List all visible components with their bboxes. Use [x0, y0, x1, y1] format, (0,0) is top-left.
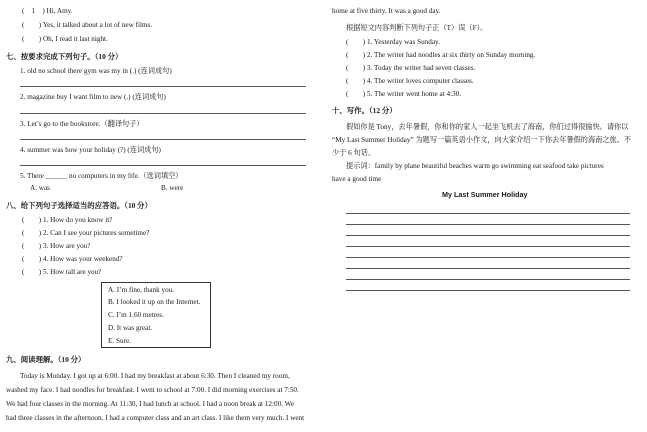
sec7-question-4: 4. summer was how your holiday (?) (连词成句) — [20, 146, 161, 154]
sec7-question-5: 5. There ______ no computers in my life.（选词填空） — [20, 172, 183, 180]
response-options-box — [101, 282, 211, 348]
answer-line — [20, 139, 306, 140]
sec7-question-3: 3. Let’s go to the bookstore.（翻译句子） — [20, 120, 144, 128]
answer-line — [20, 165, 306, 166]
writing-line — [346, 268, 630, 269]
dialog-item: ( ) Yes, it talked about a lot of new films. — [22, 21, 153, 29]
option-c: C. I’m 1.60 metres. — [108, 311, 164, 319]
sec8-question-1: ( ) 1. How do you know it? — [22, 216, 113, 224]
reading-line: washed my face. I had noodles for breakfast. I went to school at 7:00. I did morning exercises at 7:50. — [6, 386, 299, 394]
true-false-title: 根据短文内容判断下列句子正（T）误（F）。 — [346, 24, 488, 32]
tf-item-5: ( ) 5. The writer went home at 4:30. — [346, 90, 462, 98]
answer-line — [20, 113, 306, 114]
tf-item-3: ( ) 3. Today the writer had seven classes. — [346, 64, 476, 72]
writing-prompt-line: “My Last Summer Holiday” 为题写一篇英语小作文，向大家介绍一下你去年暑假的海南之旅。不 — [332, 136, 632, 144]
writing-line — [346, 224, 630, 225]
sec8-question-2: ( ) 2. Can I see your pictures sometime? — [22, 229, 150, 237]
dialog-item: ( ) Oh, I read it last night. — [22, 35, 108, 43]
reading-line: Today is Monday. I got up at 6:00. I had my breakfast at about 6:30. Then I cleaned my room, — [20, 372, 290, 380]
writing-prompt-line: 假如你是 Tony，去年暑假，你和你的家人一起坐飞机去了海南，你们过得很愉快。请你以 — [346, 123, 629, 131]
writing-line — [346, 213, 630, 214]
option-d: D. It was great. — [108, 324, 153, 332]
reading-line: had three classes in the afternoon. I had a computer class and an art class. I like them very much. I went — [6, 414, 305, 422]
section-8-title: 八、给下列句子选择适当的应答语。（10 分） — [6, 201, 152, 210]
writing-prompt-line: 少于 6 句话。 — [332, 149, 376, 157]
essay-title: My Last Summer Holiday — [442, 190, 528, 199]
section-7-title: 七、按要求完成下列句子。（10 分） — [6, 52, 123, 61]
hint-words: 提示词：family by plane beautiful beaches warm go swimming eat seafood take pictures — [346, 162, 604, 170]
dialog-item: ( 1 ) Hi, Amy. — [22, 7, 73, 15]
sec7-question-2: 2. magazine buy I want film to new (.) (连词成句) — [20, 93, 166, 101]
sec8-question-3: ( ) 3. How are you? — [22, 242, 91, 250]
writing-line — [346, 246, 630, 247]
option-a: A. I’m fine, thank you. — [108, 286, 175, 294]
tf-item-2: ( ) 2. The writer had noodles at six thirty on Sunday morning. — [346, 51, 536, 59]
writing-line — [346, 279, 630, 280]
section-9-title: 九、阅读理解。（10 分） — [6, 355, 86, 364]
sec7-question-1: 1. old no school there gym was my in (.) (连词成句) — [20, 67, 172, 75]
tf-item-4: ( ) 4. The writer loves computer classes. — [346, 77, 474, 85]
tf-item-1: ( ) 1. Yesterday was Sunday. — [346, 38, 440, 46]
writing-line — [346, 290, 630, 291]
choice-b: B. were — [161, 184, 184, 192]
writing-line — [346, 235, 630, 236]
reading-continuation: home at five thirty. It was a good day. — [332, 7, 441, 15]
choice-a: A. was — [30, 184, 50, 192]
writing-line — [346, 257, 630, 258]
sec8-question-4: ( ) 4. How was your weekend? — [22, 255, 123, 263]
option-b: B. I looked it up on the Internet. — [108, 298, 201, 306]
section-10-title: 十、写作。（12 分） — [332, 106, 397, 115]
reading-line: We had four classes in the morning. At 11:30, I had lunch at school. I had a noon break at 12:00. We — [6, 400, 295, 408]
sec8-question-5: ( ) 5. How tall are you? — [22, 268, 102, 276]
answer-line — [20, 86, 306, 87]
hint-words-cont: have a good time — [332, 175, 382, 183]
option-e: E. Sure. — [108, 337, 131, 345]
